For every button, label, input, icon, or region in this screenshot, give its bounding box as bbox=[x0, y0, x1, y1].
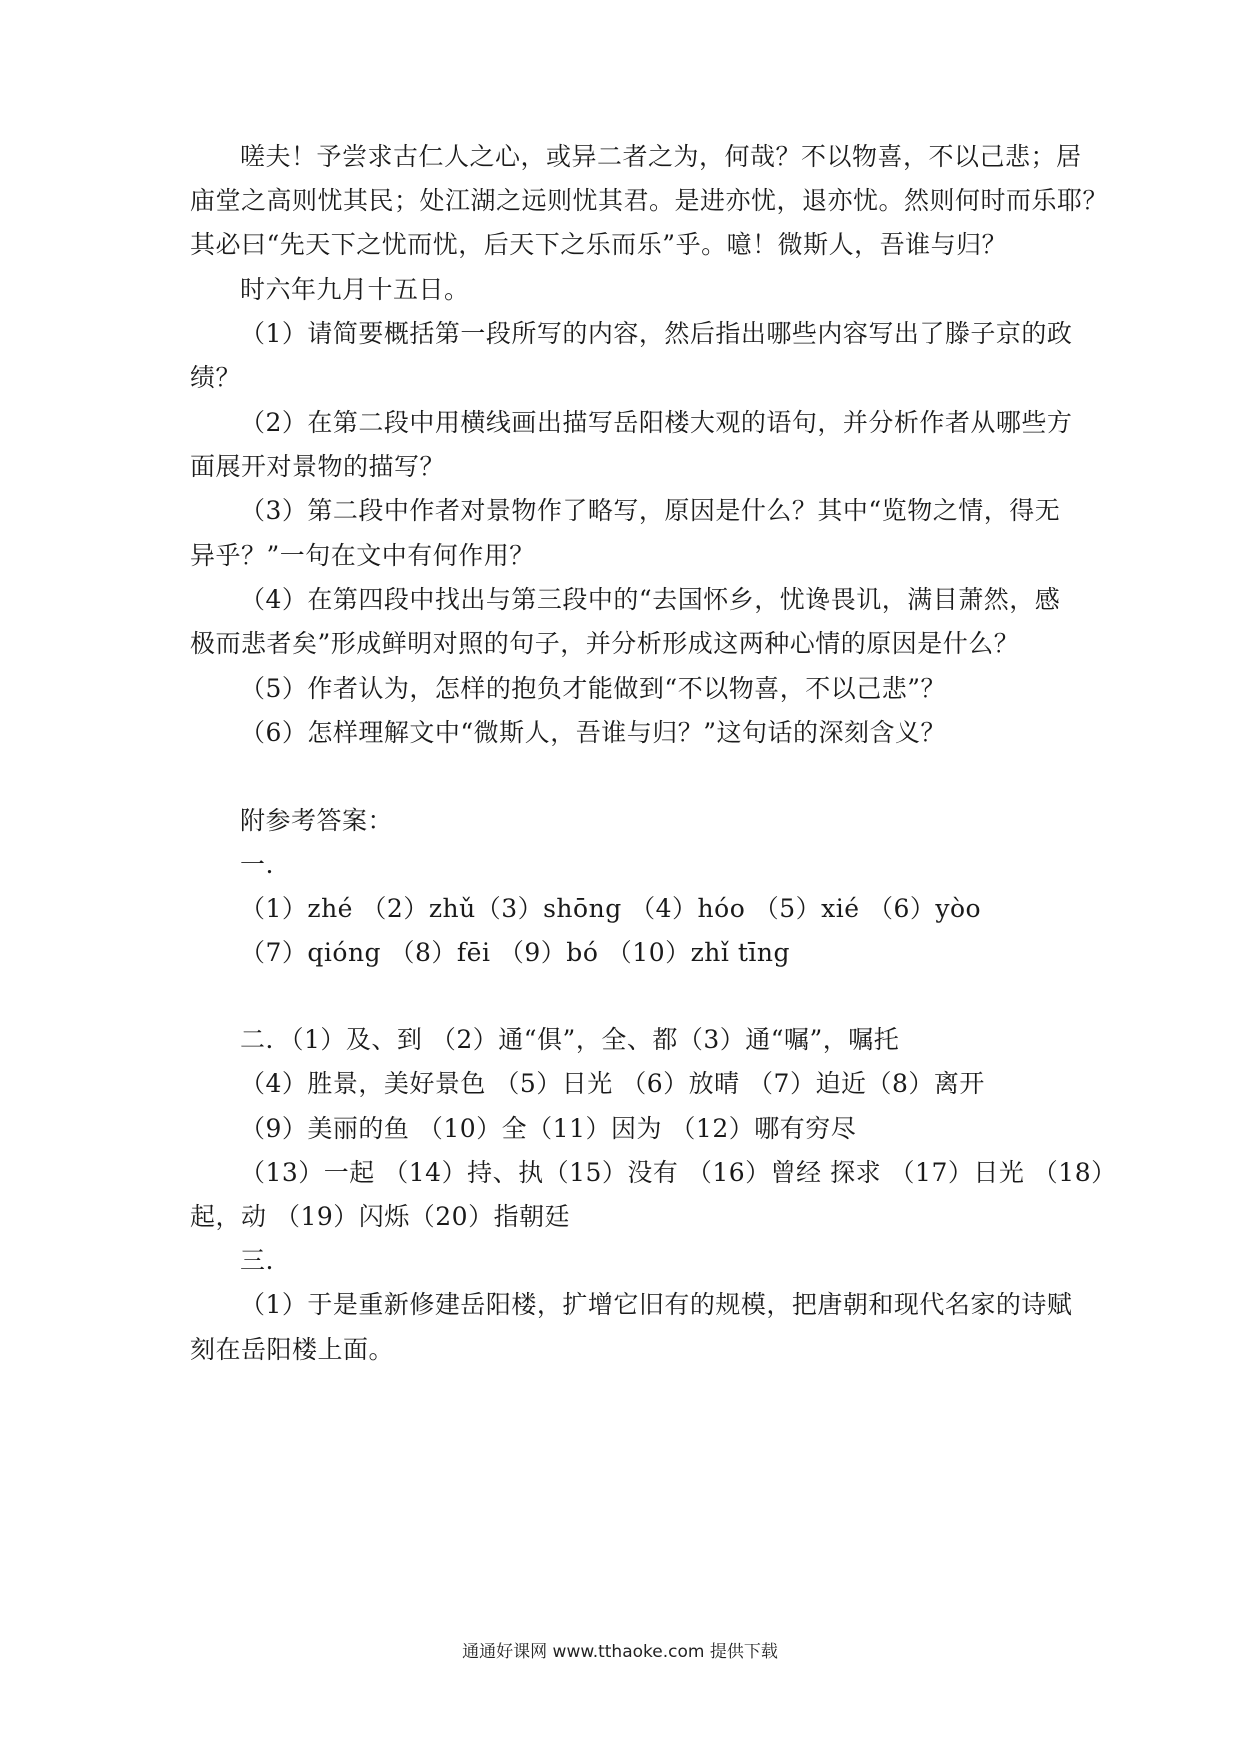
passage-line: 其必曰“先天下之忧而忧，后天下之乐而乐”乎。噫！微斯人，吾谁与归？ bbox=[190, 230, 1008, 259]
answers-section-2-line: （9）美丽的鱼 （10）全（11）因为 （12）哪有穷尽 bbox=[240, 1114, 857, 1143]
question-6: （6）怎样理解文中“微斯人，吾谁与归？”这句话的深刻含义？ bbox=[240, 718, 946, 747]
answers-section-3-line: 刻在岳阳楼上面。 bbox=[190, 1335, 395, 1364]
question-3: （3）第二段中作者对景物作了略写，原因是什么？其中“览物之情，得无 bbox=[240, 496, 1061, 525]
answers-section-2-line: （4）胜景，美好景色 （5）日光 （6）放晴 （7）迫近（8）离开 bbox=[240, 1069, 985, 1098]
question-4-cont: 极而悲者矣”形成鲜明对照的句子，并分析形成这两种心情的原因是什么？ bbox=[190, 629, 1020, 658]
answers-section-3-line: （1）于是重新修建岳阳楼，扩增它旧有的规模，把唐朝和现代名家的诗赋 bbox=[240, 1290, 1073, 1319]
question-1-cont: 绩？ bbox=[190, 363, 242, 392]
passage-line: 嗟夫！予尝求古仁人之心，或异二者之为，何哉？不以物喜，不以己悲；居 bbox=[240, 142, 1082, 171]
passage-date: 时六年九月十五日。 bbox=[240, 275, 470, 304]
answers-section-2-line: 二．（1）及、到 （2）通“俱”，全、都（3）通“嘱”，嘱托 bbox=[240, 1025, 900, 1054]
answers-section-2-line: 起，动 （19）闪烁（20）指朝廷 bbox=[190, 1202, 571, 1231]
answers-section-2-line: （13）一起 （14）持、执（15）没有 （16）曾经 探求 （17）日光 （18） bbox=[240, 1158, 1117, 1187]
answers-heading: 附参考答案： bbox=[240, 806, 394, 835]
question-2-cont: 面展开对景物的描写？ bbox=[190, 452, 446, 481]
answers-section-1-line: （7）qióng （8）fēi （9）bó （10）zhǐ tīng bbox=[240, 938, 790, 967]
question-2: （2）在第二段中用横线画出描写岳阳楼大观的语句，并分析作者从哪些方 bbox=[240, 408, 1073, 437]
question-3-cont: 异乎？”一句在文中有何作用？ bbox=[190, 541, 535, 570]
passage-line: 庙堂之高则忧其民；处江湖之远则忧其君。是进亦忧，退亦忧。然则何时而乐耶？ bbox=[190, 186, 1109, 215]
answers-section-3-label: 三. bbox=[240, 1246, 274, 1275]
question-4: （4）在第四段中找出与第三段中的“去国怀乡，忧谗畏讥，满目萧然，感 bbox=[240, 585, 1061, 614]
answers-section-1-label: 一. bbox=[240, 850, 274, 879]
page-footer: 通通好课网 www.tthaoke.com 提供下载 bbox=[462, 1642, 778, 1662]
answers-section-1-line: （1）zhé （2）zhǔ（3）shōng （4）hóo （5）xié （6）yòo bbox=[240, 894, 982, 923]
question-5: （5）作者认为，怎样的抱负才能做到“不以物喜，不以己悲”？ bbox=[240, 674, 946, 703]
question-1: （1）请简要概括第一段所写的内容，然后指出哪些内容写出了滕子京的政 bbox=[240, 319, 1073, 348]
